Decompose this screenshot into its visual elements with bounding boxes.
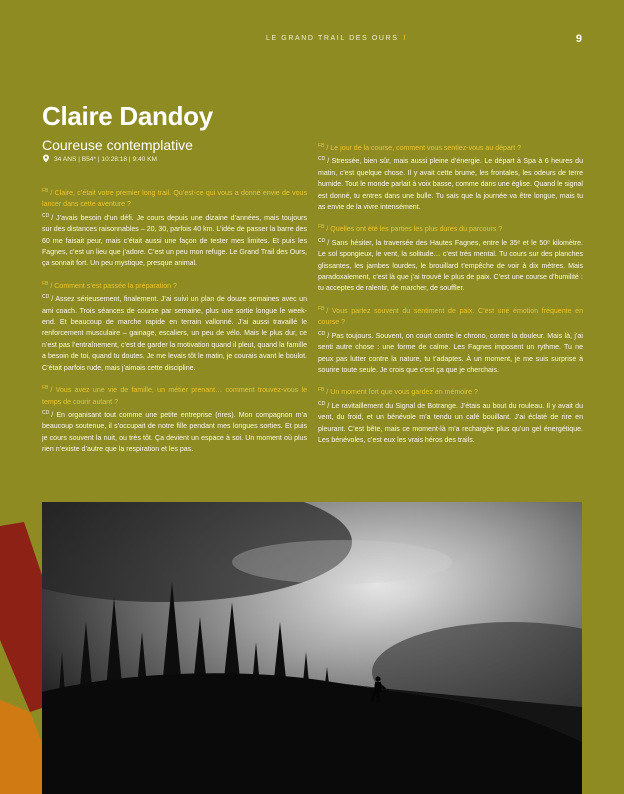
answer-3: $^{CD}$ / En organisant tout comme une petite entreprise (rires). Mon compagnon m’a beaucoup soutenue, il s’occupait de notre fille pendant mes longues sorties. Et puis je cours souvent la nuit, ou très tôt. Ça devient un espace à soi. Un moment où plus rien n’existe d’autre que la respiration et les pas.: [42, 409, 307, 454]
question-7: $^{FB}$ / Un moment fort que vous gardez en mémoire ?: [318, 387, 478, 397]
answer-4: $^{CD}$ / Stressée, bien sûr, mais aussi pleine d’énergie. Le départ à Spa à 6 heures du matin, c’est quelque chose. Il y avait cette brume, les frontales, les odeurs de terre humide. Tout le monde parlait à voix basse, comme dans une église. Quand le signal est donné, tu entres dans une bulle. Tu sais que la journée va être longue, mais tu as envie de la vivre intensément.: [318, 156, 583, 212]
location-pin-icon: [42, 154, 50, 163]
runner-photo: [42, 502, 582, 794]
question-3: $^{FB}$ / Vous avez une vie de famille, un métier prenant… comment trouvez-vous le temps de courir autant ?: [42, 385, 307, 406]
interview-column-right: [318, 141, 583, 455]
page-title: Claire Dandoy: [42, 101, 213, 131]
page-number: 9: [575, 33, 582, 45]
answer-1: $^{CD}$ / J’avais besoin d’un défi. Je cours depuis une dizaine d’années, mais toujours sur des distances raisonnables – 20, 30, parfois 40 km. L’idée de passer la barre des 60 me faisait peur, mais c’était aussi une façon de tester mes limites. Et puis les Fagnes, c’est un lieu que j’adore. C’est un peu mon refuge. Le Grand Trail des Ours, ça sonnait fort. Un peu mystique, presque animal.: [42, 212, 307, 268]
question-2: $^{FB}$ / Comment s’est passée la préparation ?: [42, 280, 177, 290]
photo-illustration: [42, 502, 582, 794]
question-1: $^{FB}$ / Claire, c’était votre premier long trail. Qu’est-ce qui vous a donné envie de vous lancer dans cette aventure ?: [42, 188, 307, 209]
answer-7: $^{CD}$ / Le ravitaillement du Signal de Botrange. J’étais au bout du rouleau. Il y avait du vent, du froid, et un bénévole m’a tendu un café bouillant. J’ai éclaté de rire en pleurant. C’est bête, mais ce moment-là m’a rechargée plus qu’un gel énergétique. Les bénévoles, c’est eux les vrais héros des trails.: [318, 400, 583, 444]
running-title: LE GRAND TRAIL DES OURS: [266, 35, 399, 42]
question-5: $^{FB}$ / Quelles ont été les parties les plus dures du parcours ?: [318, 224, 503, 234]
interview-column-left: [42, 186, 307, 465]
running-head-separator: /: [403, 35, 408, 42]
answer-2: $^{CD}$ / Assez sérieusement, finalement. J’ai suivi un plan de douze semaines avec un ami coach. Trois séances de course par semaine, plus une sortie longue le week-end. Et beaucoup de marche rapide en terrain vallonné. J’ai aussi travaillé le renforcement musculaire – gainage, escaliers, un peu de vélo. Mais le plus dur, ce n’est pas l’entraînement, c’est de garder la motivation quand il pleut, quand la famille a besoin de toi, quand tu doutes. Je me levais tôt le matin, je courais avant le boulot. C’était parfois rude, mais j’aimais cette discipline.: [42, 294, 307, 372]
question-6: $^{FB}$ / Vous parlez souvent du sentiment de paix. C’est une émotion fréquente en course ?: [318, 305, 583, 327]
profile-subtitle: Coureuse contemplative: [42, 137, 193, 153]
profile-meta: [42, 154, 157, 163]
profile-meta-text: 34 ANS | B54* | 10:28:18 | 9:40 KM: [54, 156, 158, 163]
answer-5: $^{CD}$ / Sans hésiter, la traversée des Hautes Fagnes, entre le 35ᵉ et le 50ᵉ kilomètre. Le sol spongieux, le vent, la solitude… c’est très mental. Tu cours sur des planches glissantes, les jambes lourdes, le brouillard t’empêche de voir à dix mètres. Mais paradoxalement, c’est là que j’ai trouvé le plus de paix. C’est une course d’humilité : tu acceptes de ralentir, de marcher, de souffler.: [318, 237, 583, 293]
question-4: $^{FB}$ / Le jour de la course, comment vous sentiez-vous au départ ?: [318, 143, 522, 152]
answer-6: $^{CD}$ / Pas toujours. Souvent, on court contre le chrono, contre la douleur. Mais là, j’ai senti autre chose : une forme de calme. Les Fagnes imposent un rythme. Tu ne peux pas lutter contre la nature, tu t’adaptes. À un moment, je me suis surprise à sourire toute seule. Je crois que c’est ça que je cherchais.: [318, 330, 583, 374]
running-head: [266, 35, 407, 42]
